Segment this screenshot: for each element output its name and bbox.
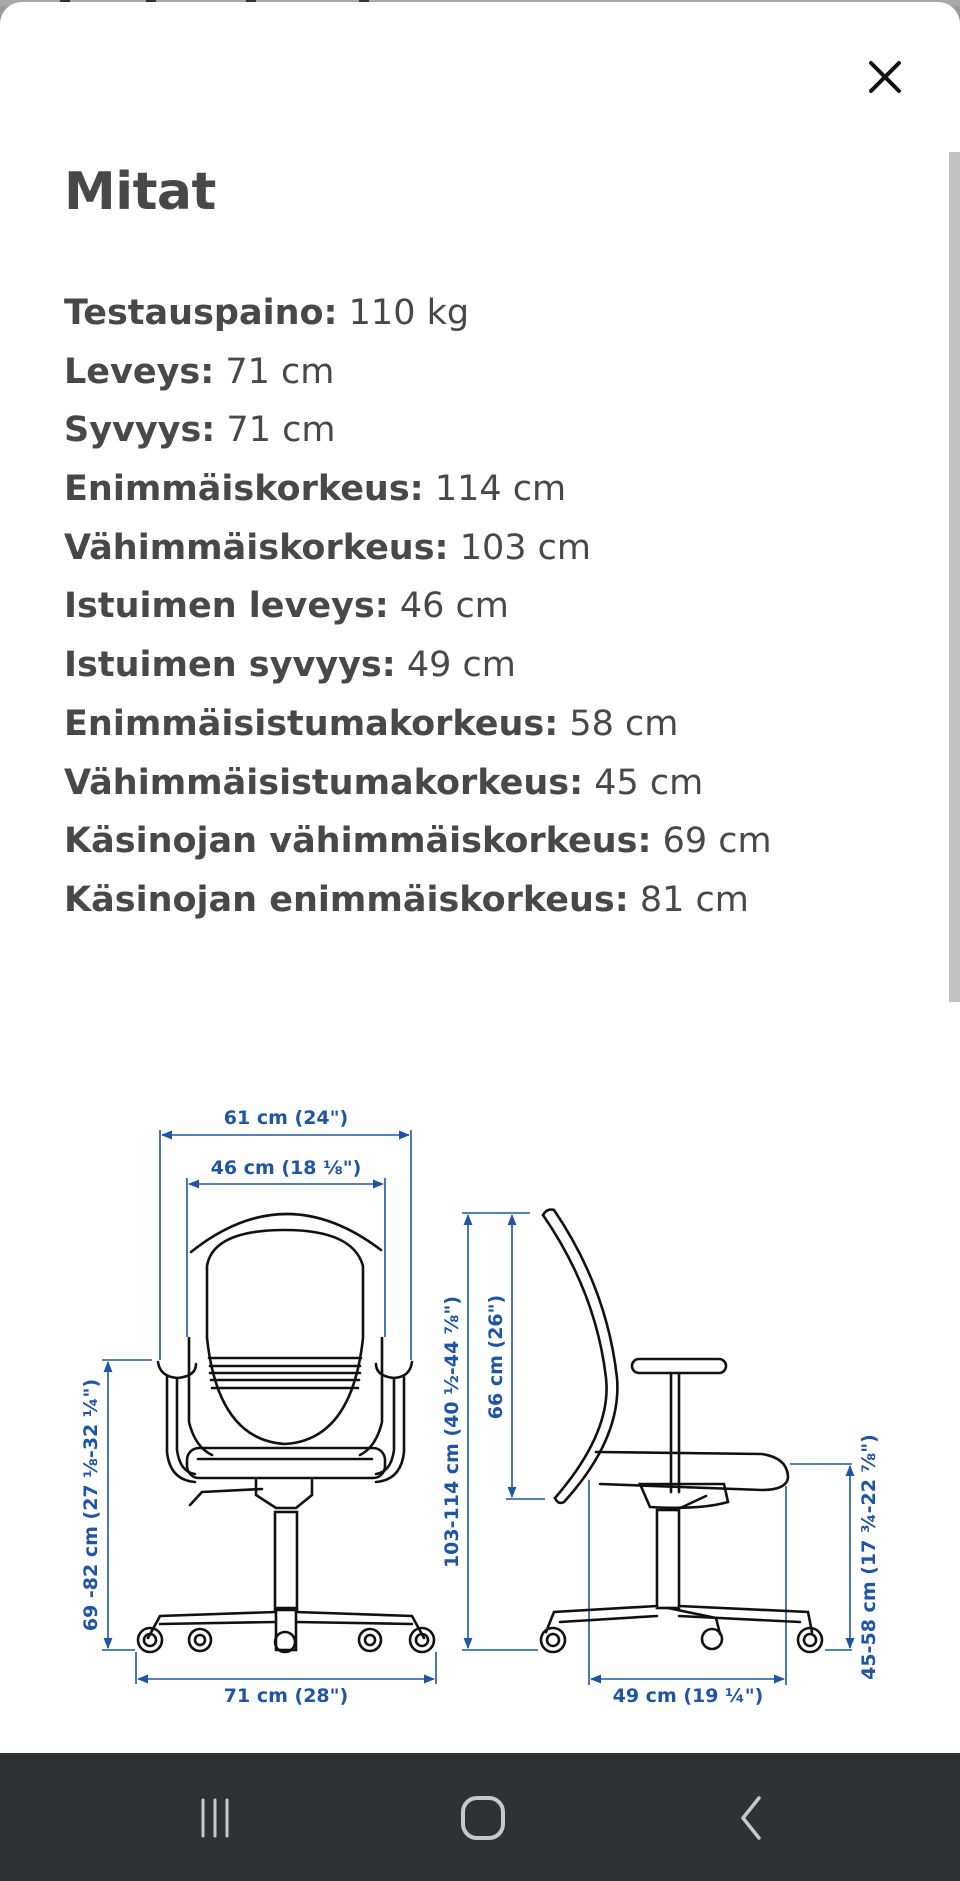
spec-label: Enimmäisistumakorkeus: — [64, 703, 559, 744]
chair-drawing — [0, 1092, 960, 1732]
scrollbar[interactable] — [949, 152, 960, 1002]
spec-label: Leveys: — [64, 351, 215, 392]
back-icon — [721, 1788, 781, 1848]
close-button[interactable] — [862, 54, 908, 100]
spec-value: 45 cm — [583, 762, 704, 803]
specs-list — [64, 288, 924, 934]
spec-value: 58 cm — [558, 703, 679, 744]
dim-armrest-height: 69 -82 cm (27 ⅛-32 ¼") — [80, 1378, 102, 1632]
spec-max-height — [64, 464, 924, 523]
spec-label: Vähimmäisistumakorkeus: — [64, 762, 584, 803]
spec-test-weight — [64, 288, 924, 347]
dim-seat-depth: 49 cm (19 ¼") — [612, 1685, 764, 1707]
dim-backrest-height: 66 cm (26") — [485, 1294, 507, 1420]
dim-overall-width: 61 cm (24") — [223, 1107, 349, 1129]
recent-apps-icon — [185, 1788, 245, 1848]
dim-base-width: 71 cm (28") — [223, 1685, 349, 1707]
spec-value: 103 cm — [448, 527, 591, 568]
dim-seat-width: 46 cm (18 ⅛") — [210, 1157, 362, 1179]
spec-label: Istuimen syvyys: — [64, 645, 396, 686]
spec-label: Enimmäiskorkeus: — [64, 469, 424, 510]
modal-title: Mitat — [64, 162, 216, 222]
spec-armrest-min-height — [64, 816, 924, 875]
spec-label: Käsinojan vähimmäiskorkeus: — [64, 821, 652, 862]
dimensions-modal — [0, 2, 960, 1753]
spec-value: 49 cm — [395, 645, 516, 686]
spec-width — [64, 347, 924, 406]
home-icon — [453, 1788, 513, 1848]
dim-seat-height: 45-58 cm (17 ¾-22 ⅞") — [858, 1434, 880, 1680]
back-button[interactable] — [706, 1783, 796, 1853]
spec-depth — [64, 405, 924, 464]
close-icon — [867, 59, 903, 95]
spec-value: 46 cm — [388, 586, 509, 627]
spec-label: Istuimen leveys: — [64, 586, 389, 627]
spec-armrest-max-height — [64, 875, 924, 934]
system-navigation-bar — [0, 1753, 960, 1881]
spec-value: 71 cm — [214, 351, 335, 392]
home-button[interactable] — [438, 1783, 528, 1853]
spec-value: 69 cm — [651, 821, 772, 862]
spec-min-seat-height — [64, 758, 924, 817]
spec-label: Käsinojan enimmäiskorkeus: — [64, 879, 629, 920]
spec-value: 71 cm — [215, 410, 336, 451]
dimensions-diagram — [0, 1092, 960, 1732]
spec-min-height — [64, 523, 924, 582]
spec-seat-width — [64, 581, 924, 640]
spec-label: Testauspaino: — [64, 293, 338, 333]
recent-apps-button[interactable] — [170, 1783, 260, 1853]
dim-total-height: 103-114 cm (40 ½-44 ⅞") — [441, 1295, 463, 1569]
spec-seat-depth — [64, 640, 924, 699]
spec-value: 110 kg — [337, 293, 470, 333]
spec-label: Syvyys: — [64, 410, 216, 451]
spec-value: 81 cm — [628, 879, 749, 920]
spec-value: 114 cm — [423, 469, 567, 510]
spec-label: Vähimmäiskorkeus: — [64, 527, 449, 568]
spec-max-seat-height — [64, 699, 924, 758]
